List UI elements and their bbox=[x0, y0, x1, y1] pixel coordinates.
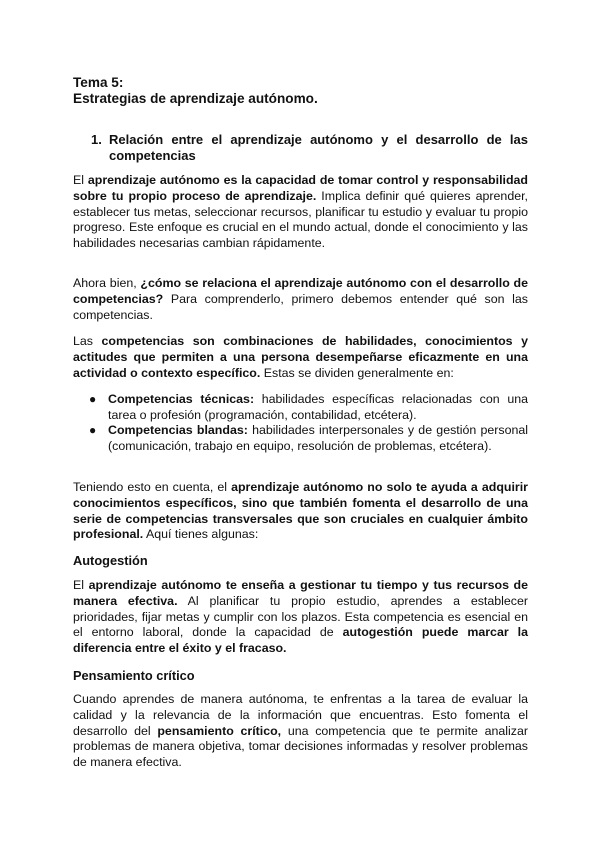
bold-run: ¿cómo se relaciona el aprendizaje autónomo con el desarrollo de competencias? bbox=[73, 276, 528, 306]
text-run: El bbox=[73, 578, 89, 592]
subheading-autogestion: Autogestión bbox=[73, 553, 148, 568]
paragraph-autogestion bbox=[73, 578, 528, 657]
title-subject: Estrategias de aprendizaje autónomo. bbox=[73, 91, 318, 106]
bold-run: Competencias técnicas: bbox=[108, 392, 255, 406]
bold-run: aprendizaje autónomo no solo te ayuda a adquirir conocimientos específicos, sino que también fomenta el desarrollo de una serie de competencias transversales que son cruciales en cualquier ámbito profesional. bbox=[73, 480, 528, 542]
section-title: Relación entre el aprendizaje autónomo y el desarrollo de las competencias bbox=[109, 132, 528, 163]
bold-run: Competencias blandas: bbox=[108, 423, 248, 437]
text-run: habilidades específicas relacionadas con una tarea o profesión (programación, contabilidad, etcétera). bbox=[108, 392, 528, 422]
bullet-icon: ● bbox=[89, 392, 97, 406]
bold-run: aprendizaje autónomo es la capacidad de tomar control y responsabilidad sobre tu propio proceso de aprendizaje. bbox=[73, 173, 528, 203]
bullet-icon: ● bbox=[89, 423, 97, 437]
text-run: Cuando aprendes de manera autónoma, te enfrentas a la tarea de evaluar la calidad y la relevancia de la información que encuentras. Esto fomenta el desarrollo del bbox=[73, 692, 528, 738]
page-title bbox=[73, 75, 318, 107]
text-run: Para comprenderlo, primero debemos entender qué son las competencias. bbox=[73, 291, 528, 322]
paragraph-pensamiento-critico bbox=[73, 692, 528, 771]
subheading-pensamiento-critico: Pensamiento crítico bbox=[73, 668, 195, 683]
list-item-text bbox=[108, 392, 528, 424]
text-run: Ahora bien, bbox=[73, 276, 141, 290]
paragraph-intro bbox=[73, 173, 528, 252]
text-run: habilidades interpersonales y de gestión personal (comunicación, trabajo en equipo, resolución de problemas, etcétera). bbox=[108, 423, 528, 453]
text-run: Implica definir qué quieres aprender, establecer tus metas, seleccionar recursos, planificar tu estudio y evaluar tu propio progreso. Este enfoque es crucial en el mundo actual, donde el conocimiento y las habilidades necesarias cambian rápidamente. bbox=[73, 188, 528, 251]
bold-run: aprendizaje autónomo te enseña a gestionar tu tiempo y tus recursos de manera efectiva. bbox=[73, 578, 529, 608]
title-topic: Tema 5: bbox=[73, 75, 124, 90]
bold-run: autogestión puede marcar la diferencia entre el éxito y el fracaso. bbox=[73, 625, 528, 656]
paragraph-transversales bbox=[73, 480, 528, 543]
text-run: Aquí tienes algunas: bbox=[143, 527, 259, 542]
paragraph-relation bbox=[73, 276, 528, 323]
paragraph-competencias bbox=[73, 334, 528, 381]
bold-run: competencias son combinaciones de habilidades, conocimientos y actitudes que permiten a una persona desempeñarse eficazmente en una actividad o contexto específico. bbox=[73, 334, 528, 380]
list-item-text bbox=[108, 423, 528, 455]
text-run: Teniendo esto en cuenta, el bbox=[73, 480, 232, 494]
text-run: una competencia que te permite analizar problemas de manera objetiva, tomar decisiones informadas y resolver problemas de manera efectiva. bbox=[73, 723, 528, 770]
text-run: El bbox=[73, 173, 88, 187]
bold-run: pensamiento crítico, bbox=[157, 723, 282, 738]
text-run: Al planificar tu propio estudio, aprendes a establecer prioridades, fijar metas y cumplir con los plazos. Esta competencia es esencial en el entorno laboral, donde la capacidad de bbox=[73, 593, 528, 640]
text-run: Las bbox=[73, 334, 102, 348]
section-number: 1. bbox=[91, 132, 102, 147]
text-run: Estas se dividen generalmente en: bbox=[260, 365, 454, 380]
